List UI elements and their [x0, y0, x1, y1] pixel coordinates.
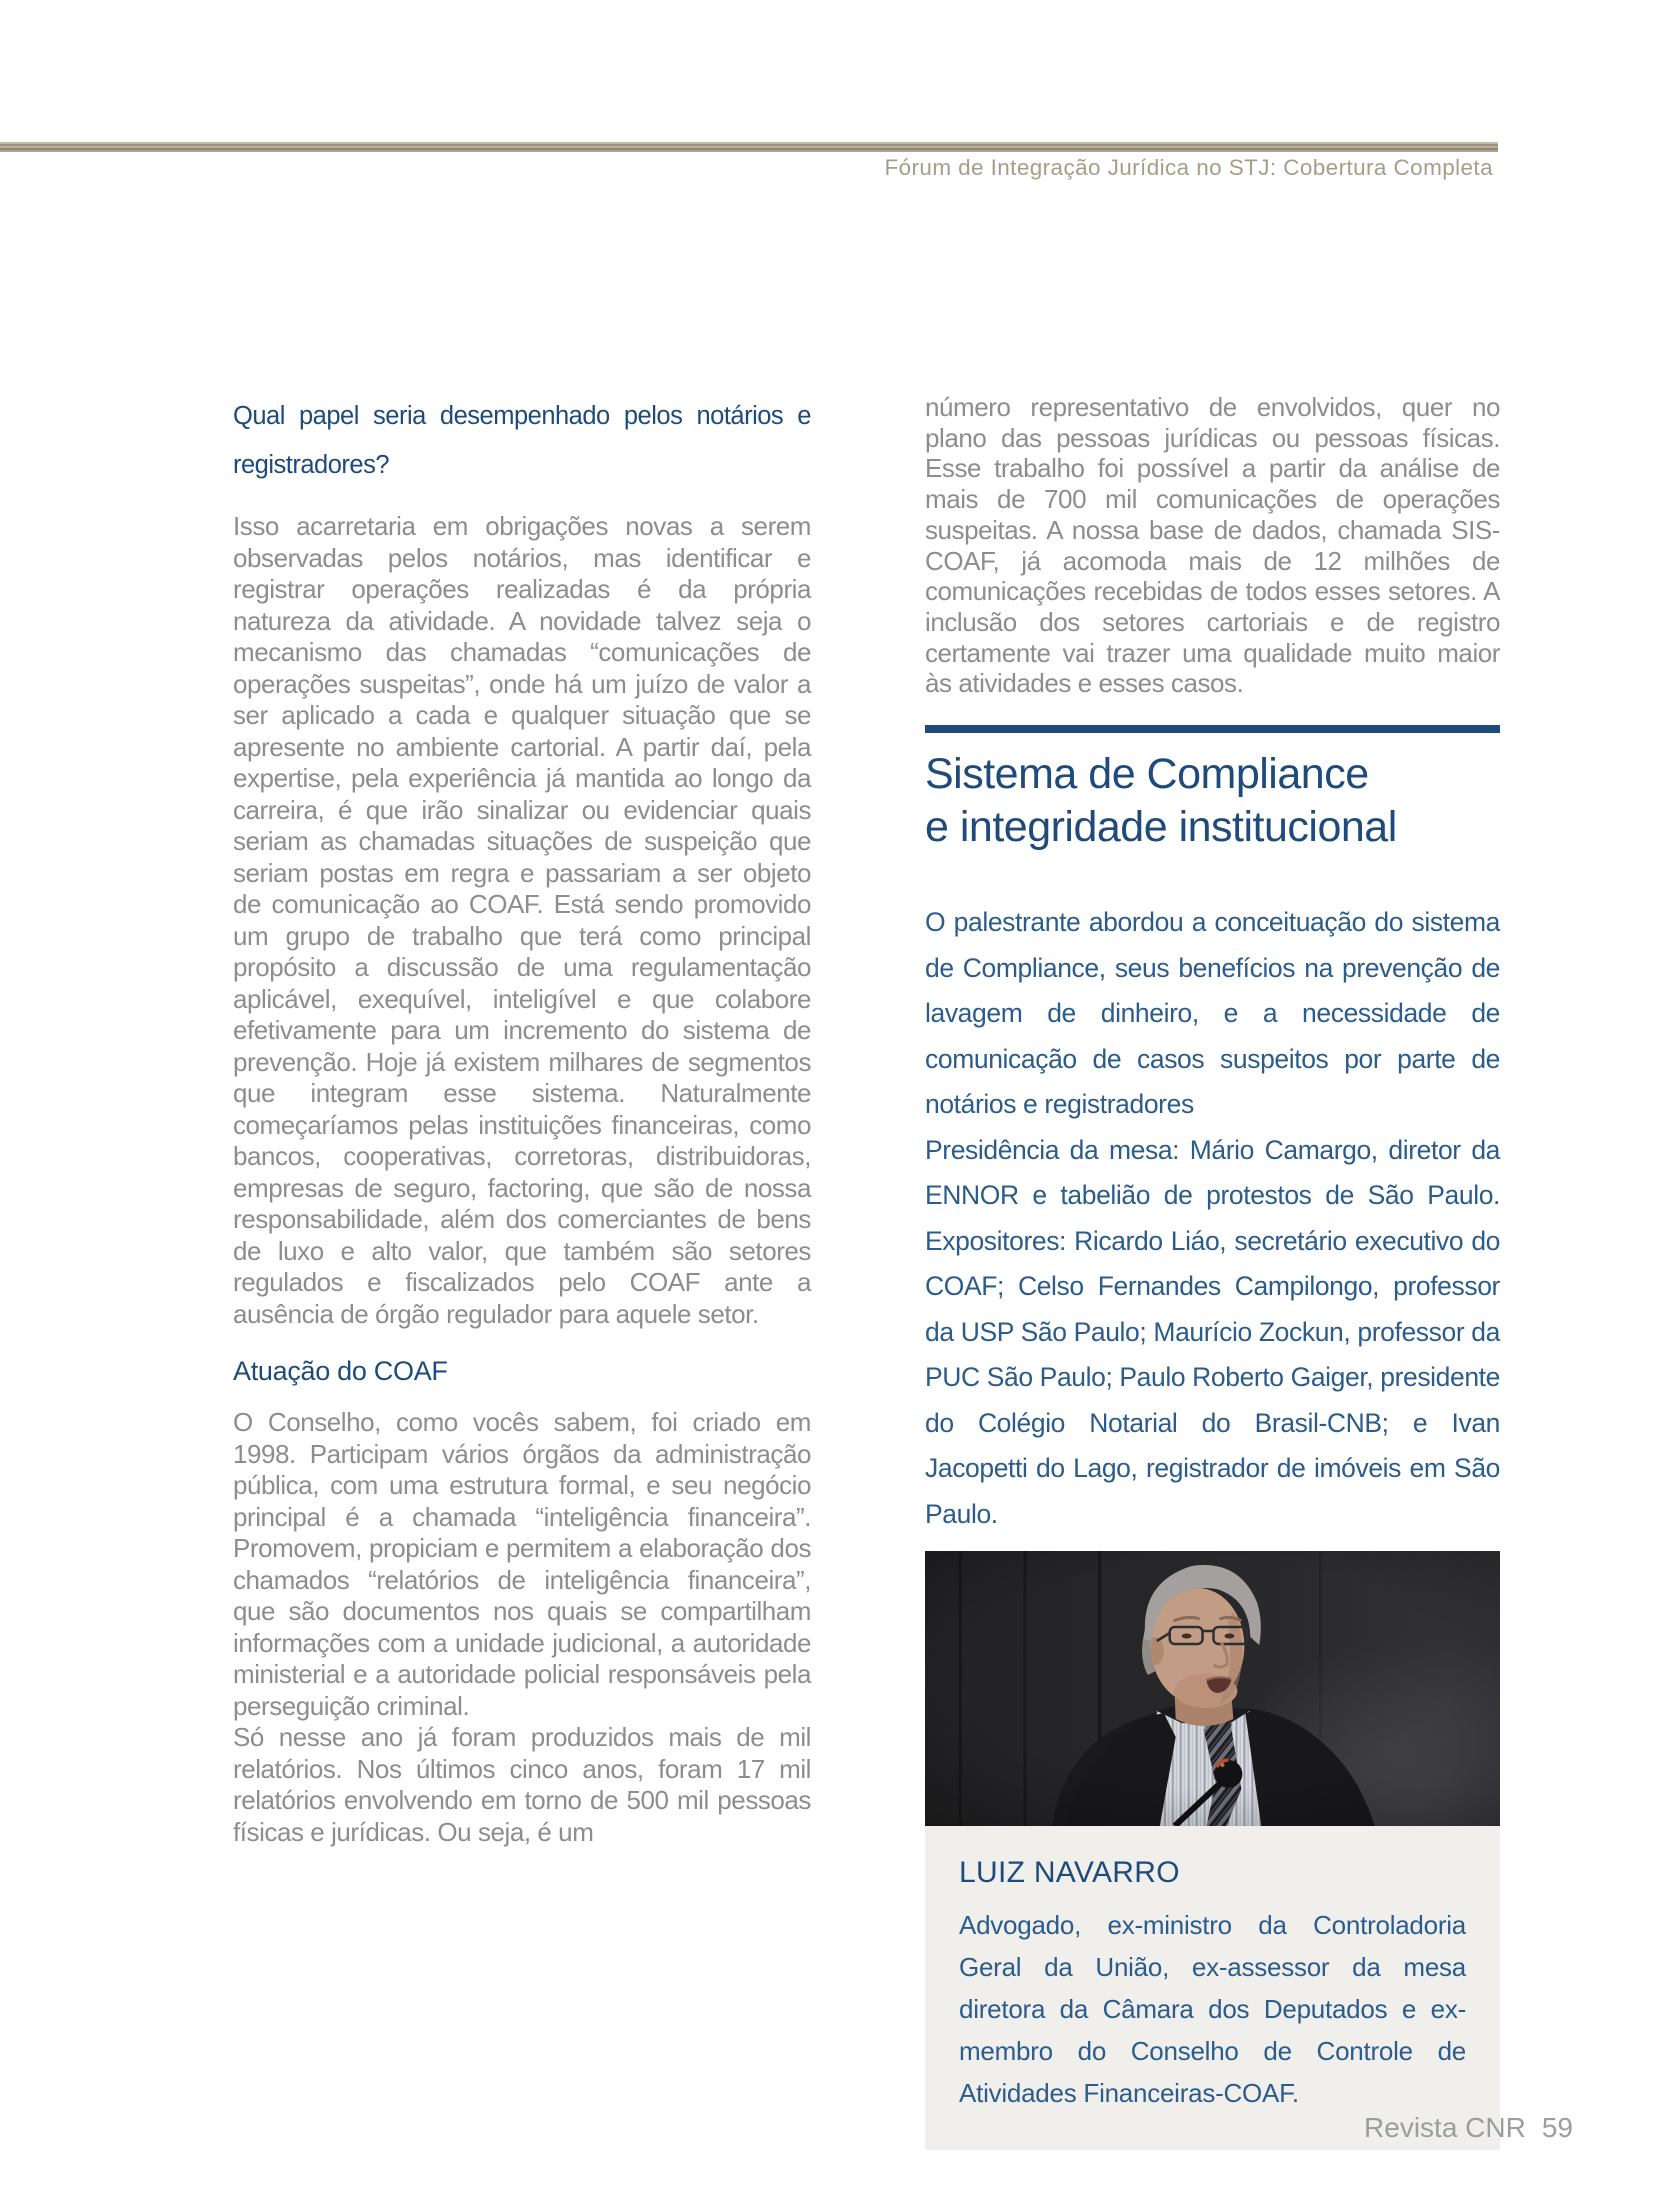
section-intro: O palestrante abordou a conceituação do sistema de Compliance, seus benefícios na prevenção de lavagem de dinheiro, e a necessidade de comunicação de casos suspeitos por parte de notários e registradores [925, 907, 1500, 1120]
left-paragraph-1: Isso acarretaria em obrigações novas a serem observadas pelos notários, mas identificar e registrar operações realizadas é da própria natureza da atividade. A novidade talvez seja o mecanismo das chamadas “comunicações de operações suspeitas”, onde há um juízo de valor a ser aplicado a cada e qualquer situação que se apresente no ambiente cartorial. A partir daí, pela expertise, pela experiência já mantida ao longo da carreira, é que irão sinalizar ou evidenciar quais seriam as chamadas situações de suspeição que seriam postas em regra e passariam a ser objeto de comunicação ao COAF. Está sendo promovido um grupo de trabalho que terá como principal propósito a discussão de uma regulamentação aplicável, exequível, inteligível e que colabore efetivamente para um incremento do sistema de prevenção. Hoje já existem milhares de segmentos que integram esse sistema. Naturalmente começaríamos pelas instituições financeiras, como bancos, cooperativas, corretoras, distribuidoras, empresas de seguro, factoring, que são de nossa responsabilidade, além dos comerciantes de bens de luxo e alto valor, que também são setores regulados e fiscalizados pelo COAF ante a ausência de órgão regulador para aquele setor. [233, 511, 811, 1329]
header-rule [0, 142, 1498, 152]
speaker-bio: Advogado, ex-ministro da Controladoria Geral da União, ex-assessor da mesa diretora da Câmara dos Deputados e ex-membro do Conselho de Controle de Atividades Financeiras-COAF. [959, 1910, 1466, 2109]
section-title-line1: Sistema de Compliance [925, 750, 1369, 799]
question-heading: Qual papel seria desempenhado pelos notários e registradores? [233, 402, 811, 479]
subheading-atuacao-coaf: Atuação do COAF [233, 1356, 448, 1386]
header-title: Fórum de Integração Jurídica no STJ: Cobertura Completa [884, 155, 1493, 180]
speaker-photo [925, 1551, 1500, 1826]
right-paragraph-1: número representativo de envolvidos, quer no plano das pessoas jurídicas ou pessoas físicas. Esse trabalho foi possível a partir da análise de mais de 700 mil comunicações de operações suspeitas. A nossa base de dados, chamada SIS-COAF, já acomoda mais de 12 milhões de comunicações recebidas de todos esses setores. A inclusão dos setores cartoriais e de registro certamente vai trazer uma qualidade muito maior às atividades e esses casos. [925, 392, 1500, 699]
magazine-name: Revista CNR [1364, 2112, 1526, 2143]
speakers-list: Presidência da mesa: Mário Camargo, diretor da ENNOR e tabelião de protestos de São Paulo. Expositores: Ricardo Liáo, secretário executivo do COAF; Celso Fernandes Campilongo, professor da USP São Paulo; Maurício Zockun, professor da PUC São Paulo; Paulo Roberto Gaiger, presidente do Colégio Notarial do Brasil-CNB; e Ivan Jacopetti do Lago, registrador de imóveis em São Paulo. [925, 1134, 1500, 1529]
section-divider-rule [925, 725, 1500, 733]
page-footer [0, 2112, 1573, 2144]
speaker-photo-illustration [925, 1551, 1500, 1826]
photo-caption-box [925, 1826, 1500, 2150]
section-title-line2: e integridade institucional [925, 803, 1397, 852]
section-title [925, 748, 1500, 854]
left-paragraph-3: Só nesse ano já foram produzidos mais de mil relatórios. Nos últimos cinco anos, foram 17 mil relatórios envolvendo em torno de 500 mil pessoas físicas e jurídicas. Ou seja, é um [233, 1722, 811, 1847]
left-paragraph-2: O Conselho, como vocês sabem, foi criado em 1998. Participam vários órgãos da administração pública, com uma estrutura formal, e seu negócio principal é a chamada “inteligência financeira”. Promovem, propiciam e permitem a elaboração dos chamados “relatórios de inteligência financeira”, que são documentos nos quais se compartilham informações com a unidade judicional, a autoridade ministerial e a autoridade policial responsáveis pela perseguição criminal. [233, 1407, 811, 1721]
right-column [925, 392, 1500, 2150]
speaker-name: LUIZ NAVARRO [959, 1856, 1180, 1890]
page-number: 59 [1541, 2112, 1573, 2143]
left-column [233, 392, 811, 1848]
